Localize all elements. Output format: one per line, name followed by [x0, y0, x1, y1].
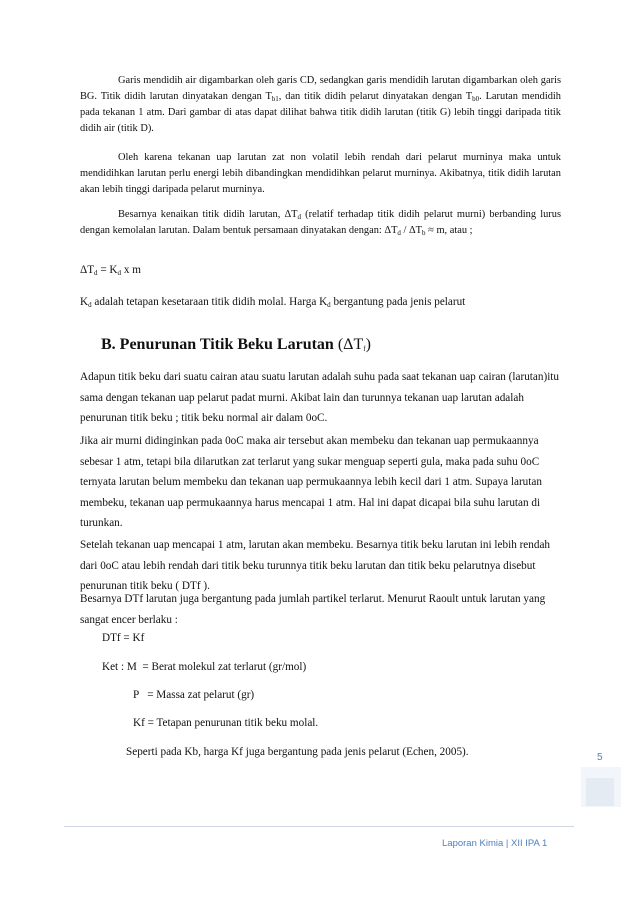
paragraph-freezing-depression: Setelah tekanan uap mencapai 1 atm, larutan akan membeku. Besarnya titik beku larutan ini lebih rendah dari 0oC atau lebih rendah dari titik beku turunnya titik beku larutan dan titik beku pelarutnya disebut penurunan titik beku ( DTf ). [80, 539, 551, 592]
formula-boiling-elevation: $\Delta T_d = K_d$ x m [80, 264, 141, 277]
paragraph-boiling-lines: Garis mendidih air digambarkan oleh garis CD, sedangkan garis mendidih larutan digambarkan oleh garis BG. Titik didih larutan dinyatakan dengan $T_{b1}$, dan titik didih pelarut dinyatakan dengan $T_{b0}$. Larutan mendidih pada tekanan 1 atm. Dari gambar di atas dapat dilihat bahwa titik didih larutan (titik G) lebih tinggi daripada titik didih air (titik D). [80, 75, 561, 134]
section-heading-b [101, 336, 371, 354]
page-corner-decoration-inner [586, 778, 614, 806]
footer-divider [64, 826, 574, 827]
paragraph-kd-definition: $K_d$ adalah tetapan kesetaraan titik didih molal. Harga $K_d$ bergantung pada jenis pelarut [80, 296, 466, 309]
formula-freezing-depression: DTf = Kf [102, 632, 145, 644]
paragraph-vapor-pressure: Oleh karena tekanan uap larutan zat non volatil lebih rendah dari pelarut murninya maka untuk mendidihkan larutan perlu energi lebih dibandingkan mendidihkan pelarut murninya. Akibatnya, titik didih larutan akan lebih tinggi daripada pelarut murninya. [80, 152, 561, 195]
paragraph-freezing-point: Adapun titik beku dari suatu cairan atau suatu larutan adalah suhu pada saat tekanan uap cairan (larutan)itu sama dengan tekanan uap pelarut padat murni. Akibat lain dan turunnya tekanan uap larutan adalah penurunan titik beku ; titik beku normal air dalam 0oC. [80, 371, 560, 424]
heading-symbol: $(\Delta T_f)$ [337, 336, 371, 353]
heading-label: B. Penurunan Titik Beku Larutan [101, 336, 334, 353]
page-number: 5 [597, 752, 603, 763]
paragraph-boiling-elevation: Besarnya kenaikan titik didih larutan, $\Delta T_d$ (relatif terhadap titik didih pelarut murni) berbanding lurus dengan kemolalan larutan. Dalam bentuk persamaan dinyatakan dengan: $\Delta T_d / \Delta T_b \approx m$, atau ; [80, 209, 561, 237]
ket-kf-line: Kf = Tetapan penurunan titik beku molal. [133, 717, 319, 729]
paragraph-pure-water-cooling: Jika air murni didinginkan pada 0oC maka air tersebut akan membeku dan tekanan uap permukaannya sebesar 1 atm, tetapi bila dilarutkan zat terlarut yang sukar menguap seperti gula, maka pada suhu 0oC ternyata larutan belum membeku dan tekanan uap permukaannya lebih kecil dari 1 atm. Supaya larutan membeku, tekanan uap permukaannya harus mencapai 1 atm. Hal ini dapat dicapai bila suhu larutan di turunkan. [80, 435, 542, 529]
closing-sentence: Seperti pada Kb, harga Kf juga bergantung pada jenis pelarut (Echen, 2005). [126, 746, 469, 758]
paragraph-raoult: Besarnya DTf larutan juga bergantung pada jumlah partikel terlarut. Menurut Raoult untuk larutan yang sangat encer berlaku : [80, 593, 546, 626]
footer-label: Laporan Kimia | XII IPA 1 [442, 838, 548, 849]
ket-p-line: P = Massa zat pelarut (gr) [133, 689, 255, 701]
ket-m-line: Ket : M = Berat molekul zat terlarut (gr/mol) [102, 661, 307, 673]
